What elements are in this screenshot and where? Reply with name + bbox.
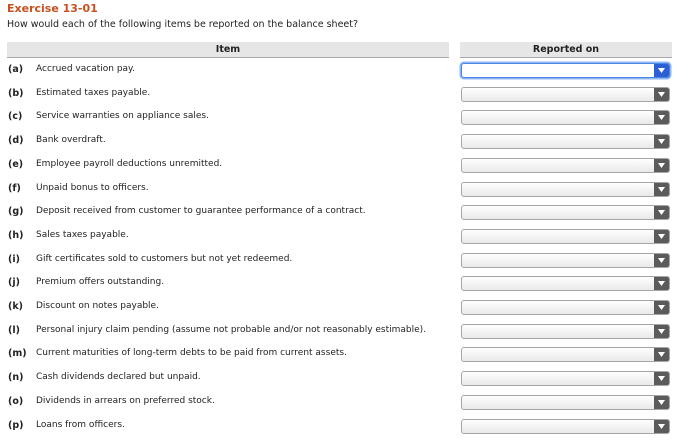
table-row	[0, 105, 700, 129]
reported-on-dropdown[interactable]	[461, 324, 670, 339]
row-item-text: Bank overdraft.	[36, 135, 106, 146]
reported-on-dropdown[interactable]	[461, 158, 670, 173]
table-row	[0, 390, 700, 414]
chevron-down-icon[interactable]	[654, 396, 669, 409]
table-row	[0, 58, 700, 82]
reported-on-dropdown[interactable]	[461, 229, 670, 244]
reported-on-dropdown[interactable]	[461, 371, 670, 386]
reported-on-dropdown[interactable]	[461, 205, 670, 220]
chevron-down-icon[interactable]	[654, 372, 669, 385]
table-row	[0, 342, 700, 366]
row-item-text: Accrued vacation pay.	[36, 64, 135, 74]
table-row	[0, 295, 700, 319]
chevron-down-icon[interactable]	[654, 277, 669, 290]
row-letter: (o)	[8, 395, 24, 407]
row-item-text: Unpaid bonus to officers.	[36, 182, 149, 193]
exercise-title: Exercise 13-01	[7, 2, 98, 15]
reported-on-dropdown[interactable]	[461, 347, 670, 362]
row-letter: (a)	[8, 64, 24, 75]
chevron-down-icon[interactable]	[654, 206, 669, 219]
row-item-text: Employee payroll deductions unremitted.	[36, 158, 223, 169]
table-row	[0, 248, 700, 272]
table-row	[0, 82, 700, 106]
chevron-down-icon[interactable]	[654, 64, 669, 77]
reported-on-dropdown[interactable]	[461, 300, 670, 315]
row-item-text: Discount on notes payable.	[36, 301, 159, 311]
reported-on-dropdown[interactable]	[461, 87, 670, 102]
chevron-down-icon[interactable]	[654, 230, 669, 243]
row-letter: (c)	[8, 111, 23, 123]
table-row	[0, 414, 700, 438]
row-letter: (d)	[8, 135, 24, 147]
reported-on-dropdown[interactable]	[461, 63, 670, 78]
chevron-down-icon[interactable]	[654, 111, 669, 124]
row-letter: (l)	[8, 324, 20, 336]
table-row	[0, 224, 700, 248]
chevron-down-icon[interactable]	[654, 135, 669, 148]
row-letter: (g)	[8, 206, 24, 218]
item-column-header: Item	[7, 42, 449, 58]
row-item-text: Premium offers outstanding.	[36, 277, 165, 288]
reported-on-dropdown[interactable]	[461, 395, 670, 410]
row-item-text: Sales taxes payable.	[36, 229, 129, 240]
chevron-down-icon[interactable]	[654, 420, 669, 433]
row-item-text: Personal injury claim pending (assume not probable and/or not reasonably estimable).	[36, 324, 427, 335]
row-letter: (k)	[8, 301, 24, 312]
chevron-down-icon[interactable]	[654, 301, 669, 314]
row-item-text: Estimated taxes payable.	[36, 87, 151, 98]
reported-on-dropdown[interactable]	[461, 134, 670, 149]
table-row	[0, 153, 700, 177]
row-item-text: Dividends in arrears on preferred stock.	[36, 395, 215, 406]
table-row	[0, 366, 700, 390]
row-letter: (j)	[8, 277, 20, 289]
table-row	[0, 271, 700, 295]
reported-on-dropdown[interactable]	[461, 182, 670, 197]
row-item-text: Deposit received from customer to guarantee performance of a contract.	[36, 206, 366, 217]
row-letter: (h)	[8, 229, 24, 241]
row-item-text: Current maturities of long-term debts to be paid from current assets.	[36, 348, 347, 359]
reported-on-dropdown[interactable]	[461, 110, 670, 125]
row-item-text: Loans from officers.	[36, 419, 125, 430]
reported-on-dropdown[interactable]	[461, 253, 670, 268]
table-row	[0, 319, 700, 343]
row-letter: (e)	[8, 158, 24, 170]
table-row	[0, 177, 700, 201]
chevron-down-icon[interactable]	[654, 325, 669, 338]
table-row	[0, 200, 700, 224]
row-letter: (i)	[8, 253, 20, 265]
chevron-down-icon[interactable]	[654, 159, 669, 172]
question-text: How would each of the following items be reported on the balance sheet?	[7, 19, 359, 30]
reported-on-column-header: Reported on	[460, 42, 672, 58]
row-letter: (f)	[8, 182, 21, 194]
row-letter: (m)	[8, 348, 27, 360]
reported-on-dropdown[interactable]	[461, 419, 670, 434]
row-letter: (n)	[8, 372, 24, 384]
chevron-down-icon[interactable]	[654, 348, 669, 361]
row-item-text: Cash dividends declared but unpaid.	[36, 372, 201, 383]
table-row	[0, 129, 700, 153]
chevron-down-icon[interactable]	[654, 183, 669, 196]
chevron-down-icon[interactable]	[654, 88, 669, 101]
row-letter: (b)	[8, 87, 24, 99]
row-item-text: Gift certificates sold to customers but not yet redeemed.	[36, 253, 293, 264]
reported-on-dropdown[interactable]	[461, 276, 670, 291]
row-letter: (p)	[8, 419, 24, 431]
row-item-text: Service warranties on appliance sales.	[36, 111, 209, 122]
chevron-down-icon[interactable]	[654, 254, 669, 267]
